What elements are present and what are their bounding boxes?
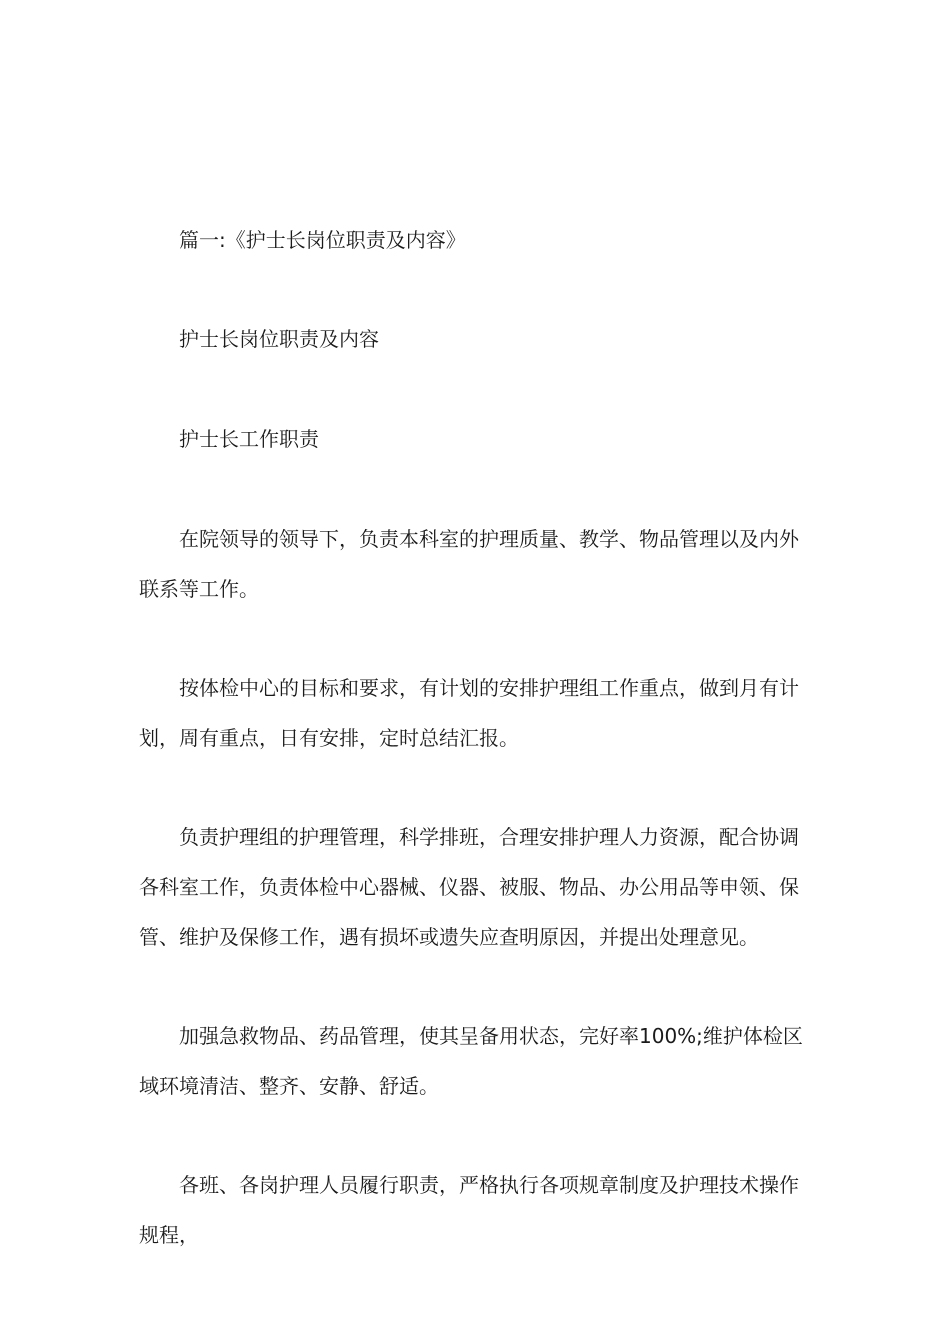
paragraph: 各班、各岗护理人员履行职责，严格执行各项规章制度及护理技术操作规程， bbox=[139, 1173, 799, 1247]
paragraph: 按体检中心的目标和要求，有计划的安排护理组工作重点，做到月有计划，周有重点，日有安排，定时总结汇报。 bbox=[139, 676, 799, 750]
document-title: 护士长岗位职责及内容 bbox=[179, 327, 379, 351]
document-heading: 篇一:《护士长岗位职责及内容》 bbox=[179, 228, 466, 252]
paragraph: 在院领导的领导下，负责本科室的护理质量、教学、物品管理以及内外联系等工作。 bbox=[139, 527, 799, 601]
paragraph: 加强急救物品、药品管理，使其呈备用状态，完好率100%;维护体检区域环境清洁、整齐、安静、舒适。 bbox=[139, 1024, 803, 1098]
paragraph: 负责护理组的护理管理，科学排班，合理安排护理人力资源，配合协调各科室工作，负责体检中心器械、仪器、被服、物品、办公用品等申领、保管、维护及保修工作，遇有损坏或遗失应查明原因，并提出处理意见。 bbox=[139, 825, 799, 949]
document-subtitle: 护士长工作职责 bbox=[179, 427, 319, 451]
